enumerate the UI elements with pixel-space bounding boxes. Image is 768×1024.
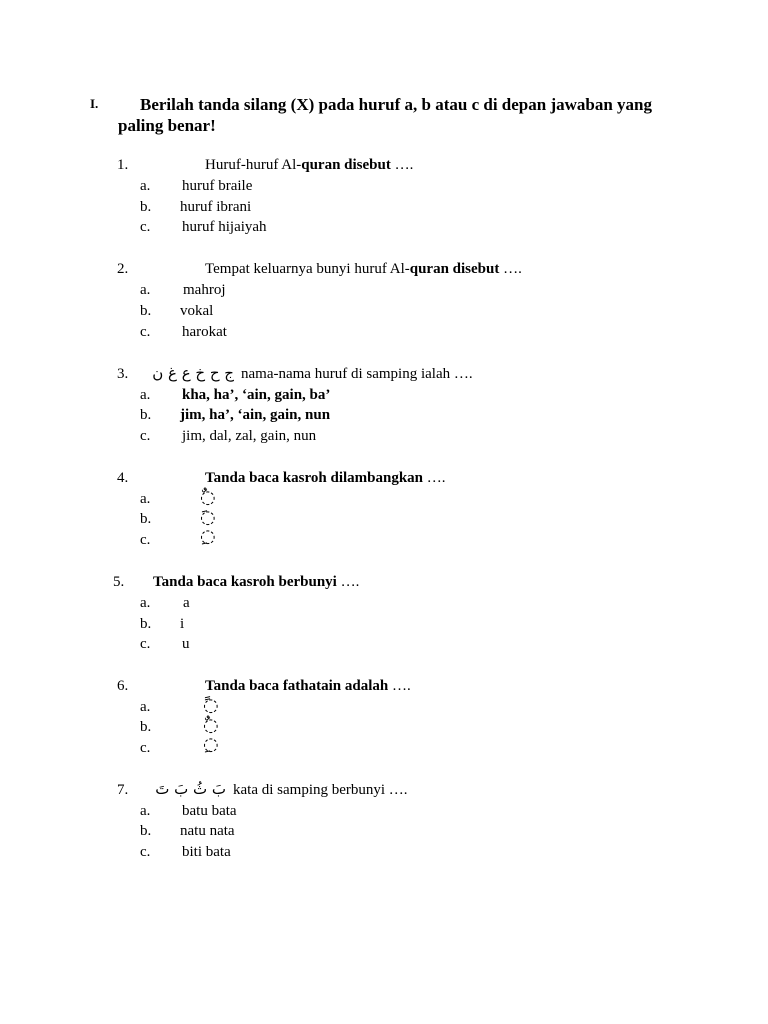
question-number: 4. bbox=[117, 470, 129, 486]
option-letter: c. bbox=[140, 324, 151, 340]
question-number: 1. bbox=[117, 157, 129, 173]
option-text: huruf braile bbox=[182, 178, 253, 194]
option-letter: c. bbox=[140, 219, 151, 235]
option-text: a bbox=[183, 595, 190, 611]
option-c[interactable] bbox=[0, 324, 400, 344]
arabic-word: بَ ثُ بَ تَ bbox=[155, 780, 226, 798]
question-text-ellipsis: …. bbox=[390, 157, 414, 173]
option-b[interactable] bbox=[0, 616, 400, 636]
question-text-bold: quran disebut bbox=[301, 157, 391, 173]
option-letter: a. bbox=[140, 178, 151, 194]
option-letter: b. bbox=[140, 199, 152, 215]
section-number: I. bbox=[90, 96, 99, 111]
question-number: 3. bbox=[117, 366, 129, 382]
option-a[interactable] bbox=[0, 387, 400, 407]
question-text-plain: Huruf-huruf Al- bbox=[205, 157, 302, 173]
option-c[interactable] bbox=[0, 428, 400, 448]
question-text-bold: quran disebut bbox=[409, 261, 500, 277]
option-letter: b. bbox=[140, 616, 152, 632]
fathah-mark: ◌َ bbox=[200, 507, 216, 528]
option-letter: c. bbox=[140, 844, 151, 860]
dammatain-mark: ◌ٌ bbox=[200, 487, 216, 508]
option-c[interactable] bbox=[0, 636, 400, 656]
option-letter: a. bbox=[140, 387, 151, 403]
option-a[interactable] bbox=[0, 803, 400, 823]
kasrah-mark: ◌ِ bbox=[203, 734, 219, 755]
option-letter: a. bbox=[140, 699, 151, 715]
option-b[interactable] bbox=[0, 303, 400, 323]
question-number: 6. bbox=[117, 678, 129, 694]
option-letter: a. bbox=[140, 803, 151, 819]
question-text-ellipsis: …. bbox=[388, 678, 411, 694]
option-letter: c. bbox=[140, 532, 151, 548]
option-letter: a. bbox=[140, 282, 151, 298]
fathatain-mark: ◌ً bbox=[203, 695, 219, 716]
option-a[interactable] bbox=[0, 282, 400, 302]
option-letter: c. bbox=[140, 636, 151, 652]
option-b[interactable] bbox=[0, 715, 400, 739]
option-text: jim, ha’, ‘ain, gain, nun bbox=[180, 407, 331, 423]
question-text-bold: Tanda baca kasroh berbunyi bbox=[153, 574, 337, 590]
question-text-ellipsis: …. bbox=[499, 261, 522, 277]
question-text bbox=[205, 157, 413, 174]
option-text: vokal bbox=[180, 303, 214, 319]
option-text: huruf hijaiyah bbox=[182, 219, 267, 235]
option-letter: b. bbox=[140, 719, 152, 735]
question-text bbox=[205, 678, 411, 695]
option-text: kha, ha’, ‘ain, gain, ba’ bbox=[182, 387, 331, 403]
option-text: i bbox=[180, 616, 185, 632]
option-text: u bbox=[182, 636, 190, 652]
option-letter: b. bbox=[140, 407, 152, 423]
arabic-letters: ج ح خ ع غ ن bbox=[152, 364, 234, 382]
question-text-bold: Tanda baca kasroh dilambangkan bbox=[205, 470, 424, 486]
question-number: 7. bbox=[117, 782, 129, 798]
question-text bbox=[205, 470, 446, 487]
option-letter: c. bbox=[140, 428, 151, 444]
dammatain-mark: ◌ٌ bbox=[203, 715, 219, 736]
question-text bbox=[153, 574, 359, 591]
question-text bbox=[205, 261, 522, 278]
option-c[interactable] bbox=[0, 526, 400, 552]
question-number: 5. bbox=[113, 574, 125, 590]
option-c[interactable] bbox=[0, 734, 400, 760]
question-text-ellipsis: …. bbox=[423, 470, 446, 486]
option-a[interactable] bbox=[0, 178, 400, 198]
option-text: biti bata bbox=[182, 844, 231, 860]
question-number: 2. bbox=[117, 261, 129, 277]
option-text: natu nata bbox=[180, 823, 235, 839]
question-text: nama-nama huruf di samping ialah …. bbox=[241, 366, 473, 382]
option-letter: a. bbox=[140, 491, 151, 507]
option-letter: b. bbox=[140, 511, 152, 527]
option-c[interactable] bbox=[0, 844, 400, 864]
option-text: batu bata bbox=[182, 803, 237, 819]
option-a[interactable] bbox=[0, 595, 400, 615]
option-letter: c. bbox=[140, 740, 151, 756]
question-text-ellipsis: …. bbox=[336, 574, 360, 590]
option-letter: b. bbox=[140, 303, 152, 319]
question-text: kata di samping berbunyi …. bbox=[233, 782, 408, 798]
option-text: harokat bbox=[182, 324, 227, 340]
kasrah-mark: ◌ِ bbox=[200, 526, 216, 547]
option-b[interactable] bbox=[0, 199, 400, 219]
option-b[interactable] bbox=[0, 407, 400, 427]
question-text-bold: Tanda baca fathatain adalah bbox=[205, 678, 389, 694]
option-c[interactable] bbox=[0, 219, 400, 239]
option-a[interactable] bbox=[0, 695, 400, 719]
option-text: mahroj bbox=[183, 282, 226, 298]
question-text-plain: Tempat keluarnya bunyi huruf Al- bbox=[205, 261, 410, 277]
option-b[interactable] bbox=[0, 823, 400, 843]
option-text: huruf ibrani bbox=[180, 199, 252, 215]
option-text: jim, dal, zal, gain, nun bbox=[182, 428, 317, 444]
section-instruction: Berilah tanda silang (X) pada huruf a, b atau c di depan jawaban yang paling benar! bbox=[118, 95, 653, 135]
option-letter: a. bbox=[140, 595, 151, 611]
option-letter: b. bbox=[140, 823, 152, 839]
